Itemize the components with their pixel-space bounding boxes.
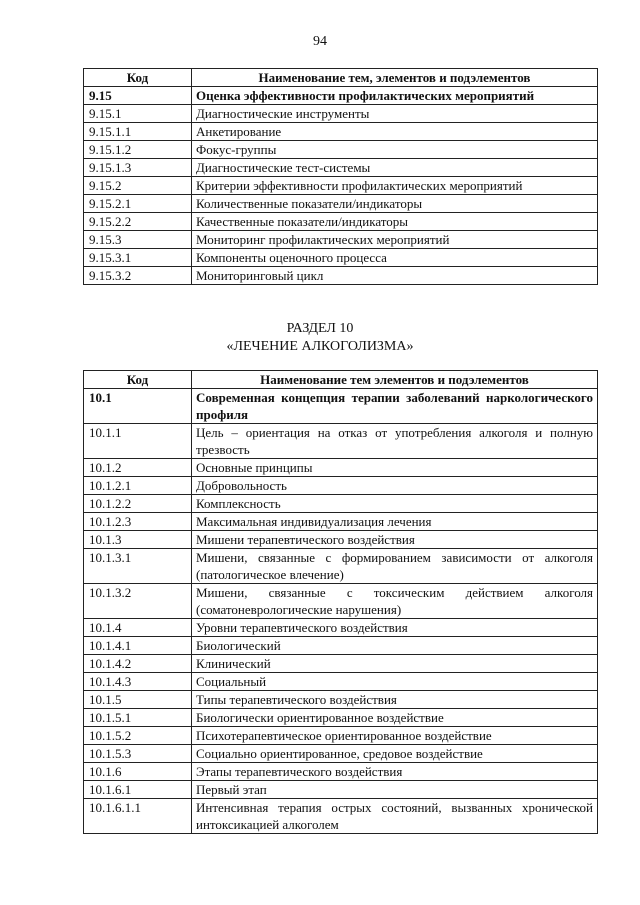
row-name: Мониторинговый цикл — [192, 267, 598, 285]
row-name: Уровни терапевтического воздействия — [192, 619, 598, 637]
section-subtitle: «ЛЕЧЕНИЕ АЛКОГОЛИЗМА» — [226, 339, 414, 354]
table-row — [84, 424, 598, 459]
table-row — [84, 673, 598, 691]
table-body — [84, 389, 598, 834]
row-code: 9.15.2 — [84, 177, 192, 195]
table-row — [84, 389, 598, 424]
table-row — [84, 619, 598, 637]
row-name: Социальный — [192, 673, 598, 691]
row-code: 10.1.2 — [84, 459, 192, 477]
row-code: 10.1.6.1.1 — [84, 799, 192, 834]
table-row — [84, 231, 598, 249]
table-header-row — [84, 371, 598, 389]
table-row — [84, 655, 598, 673]
table-row — [84, 105, 598, 123]
row-name: Количественные показатели/индикаторы — [192, 195, 598, 213]
header-name: Наименование тем, элементов и подэлементов — [192, 69, 598, 87]
header-name: Наименование тем элементов и подэлементов — [192, 371, 598, 389]
row-name: Критерии эффективности профилактических мероприятий — [192, 177, 598, 195]
row-code: 9.15.2.2 — [84, 213, 192, 231]
row-code: 10.1.5.2 — [84, 727, 192, 745]
row-code: 10.1.3.2 — [84, 584, 192, 619]
row-code: 9.15.1.1 — [84, 123, 192, 141]
row-name: Комплексность — [192, 495, 598, 513]
row-code: 10.1.3.1 — [84, 549, 192, 584]
header-code: Код — [84, 371, 192, 389]
row-code: 10.1.5 — [84, 691, 192, 709]
row-name: Этапы терапевтического воздействия — [192, 763, 598, 781]
table-row — [84, 249, 598, 267]
row-code: 9.15.1.2 — [84, 141, 192, 159]
table-row — [84, 159, 598, 177]
row-code: 10.1.4.1 — [84, 637, 192, 655]
row-name: Фокус-группы — [192, 141, 598, 159]
row-code: 10.1.2.1 — [84, 477, 192, 495]
row-code: 10.1.6 — [84, 763, 192, 781]
row-name: Социально ориентированное, средовое воздействие — [192, 745, 598, 763]
row-code: 9.15.3 — [84, 231, 192, 249]
table-row — [84, 531, 598, 549]
row-code: 10.1.3 — [84, 531, 192, 549]
table-row — [84, 727, 598, 745]
table-row — [84, 477, 598, 495]
table-row — [84, 141, 598, 159]
row-name: Мишени, связанные с формированием зависимости от алкоголя (патологическое влечение) — [192, 549, 598, 584]
row-code: 9.15 — [84, 87, 192, 105]
row-name: Диагностические инструменты — [192, 105, 598, 123]
row-code: 10.1.5.1 — [84, 709, 192, 727]
row-code: 10.1.6.1 — [84, 781, 192, 799]
curriculum-table-10 — [83, 370, 598, 834]
table-body — [84, 87, 598, 285]
row-code: 9.15.2.1 — [84, 195, 192, 213]
table-row — [84, 781, 598, 799]
section-title: РАЗДЕЛ 10 — [286, 321, 354, 336]
row-code: 10.1.5.3 — [84, 745, 192, 763]
table-header-row — [84, 69, 598, 87]
row-name: Максимальная индивидуализация лечения — [192, 513, 598, 531]
row-name: Психотерапевтическое ориентированное воздействие — [192, 727, 598, 745]
table-row — [84, 745, 598, 763]
row-code: 10.1 — [84, 389, 192, 424]
row-name: Современная концепция терапии заболеваний наркологического профиля — [192, 389, 598, 424]
row-code: 10.1.2.2 — [84, 495, 192, 513]
header-code: Код — [84, 69, 192, 87]
table-row — [84, 637, 598, 655]
row-name: Анкетирование — [192, 123, 598, 141]
row-code: 10.1.4 — [84, 619, 192, 637]
table-row — [84, 549, 598, 584]
row-code: 9.15.3.1 — [84, 249, 192, 267]
row-code: 9.15.3.2 — [84, 267, 192, 285]
row-name: Мишени, связанные с токсическим действием алкоголя (соматоневрологические нарушения) — [192, 584, 598, 619]
table-row — [84, 267, 598, 285]
row-name: Клинический — [192, 655, 598, 673]
row-name: Основные принципы — [192, 459, 598, 477]
row-name: Первый этап — [192, 781, 598, 799]
curriculum-table-9-15 — [83, 68, 598, 285]
row-name: Типы терапевтического воздействия — [192, 691, 598, 709]
table-row — [84, 87, 598, 105]
table-row — [84, 213, 598, 231]
row-name: Компоненты оценочного процесса — [192, 249, 598, 267]
row-code: 9.15.1 — [84, 105, 192, 123]
row-name: Биологически ориентированное воздействие — [192, 709, 598, 727]
table-row — [84, 459, 598, 477]
row-code: 10.1.1 — [84, 424, 192, 459]
row-name: Биологический — [192, 637, 598, 655]
row-name: Добровольность — [192, 477, 598, 495]
row-name: Оценка эффективности профилактических мероприятий — [192, 87, 598, 105]
row-code: 10.1.2.3 — [84, 513, 192, 531]
table-row — [84, 709, 598, 727]
table-row — [84, 123, 598, 141]
table-row — [84, 763, 598, 781]
table-row — [84, 691, 598, 709]
row-code: 9.15.1.3 — [84, 159, 192, 177]
page-number: 94 — [313, 34, 327, 49]
row-name: Диагностические тест-системы — [192, 159, 598, 177]
row-code: 10.1.4.2 — [84, 655, 192, 673]
table-row — [84, 495, 598, 513]
row-name: Мониторинг профилактических мероприятий — [192, 231, 598, 249]
table-row — [84, 177, 598, 195]
table-row — [84, 799, 598, 834]
table-row — [84, 584, 598, 619]
table-row — [84, 195, 598, 213]
row-name: Качественные показатели/индикаторы — [192, 213, 598, 231]
row-code: 10.1.4.3 — [84, 673, 192, 691]
row-name: Цель – ориентация на отказ от употребления алкоголя и полную трезвость — [192, 424, 598, 459]
row-name: Мишени терапевтического воздействия — [192, 531, 598, 549]
table-row — [84, 513, 598, 531]
row-name: Интенсивная терапия острых состояний, вызванных хронической интоксикацией алкоголем — [192, 799, 598, 834]
